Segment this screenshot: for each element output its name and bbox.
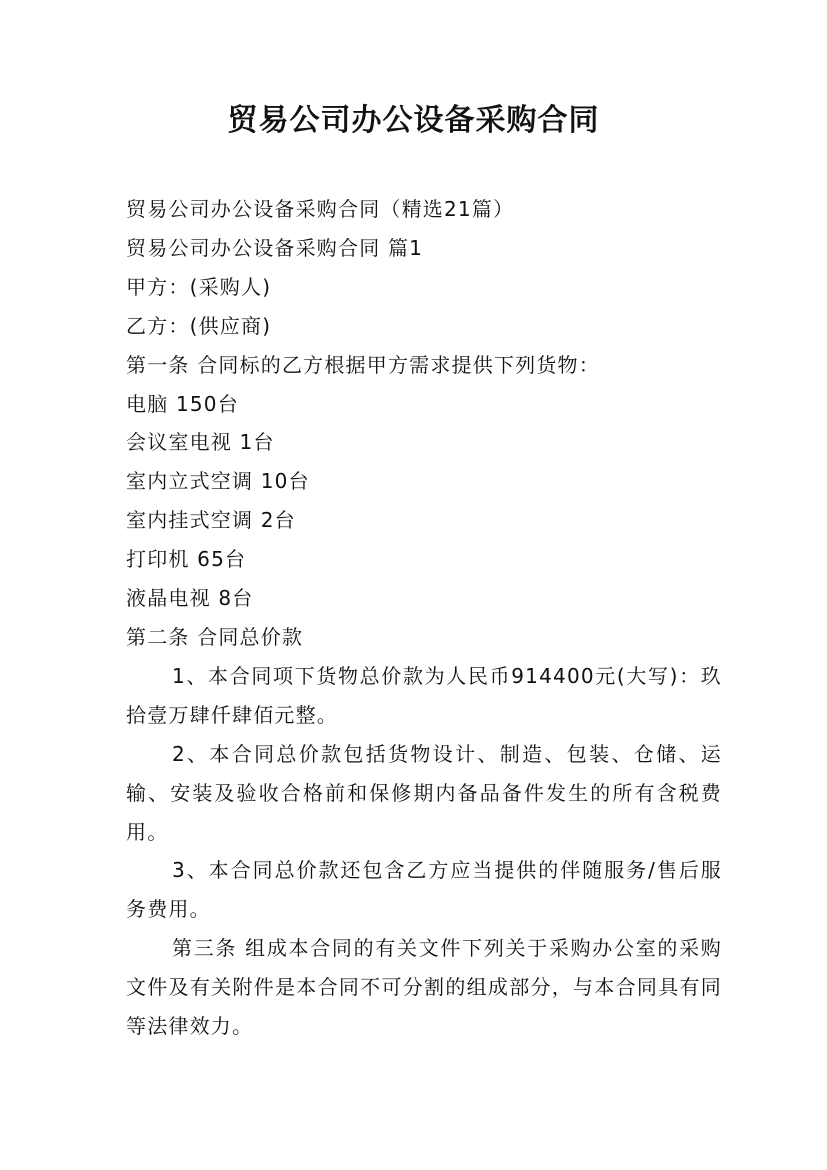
document-body <box>126 190 722 1046</box>
price-clause-1: 1、本合同项下货物总价款为人民币914400元(大写)：玖拾壹万肆仟肆佰元整。 <box>126 663 722 727</box>
goods-item-wall-ac: 室内挂式空调 2台 <box>126 508 296 533</box>
price-clause-3: 3、本合同总价款还包含乙方应当提供的伴随服务/售后服务费用。 <box>126 858 722 922</box>
price-clause-2: 2、本合同总价款包括货物设计、制造、包装、仓储、运输、安装及验收合格前和保修期内备品备件发生的所有含税费用。 <box>126 741 722 844</box>
article-one-line: 第一条 合同标的乙方根据甲方需求提供下列货物： <box>126 352 600 377</box>
party-b-line: 乙方：(供应商) <box>126 313 272 338</box>
goods-item-lcd-tv: 液晶电视 8台 <box>126 586 254 611</box>
subtitle-line: 贸易公司办公设备采购合同（精选21篇） <box>126 197 515 221</box>
goods-item-computer: 电脑 150台 <box>126 391 239 416</box>
document-title: 贸易公司办公设备采购合同 <box>227 103 600 138</box>
article-three-paragraph: 第三条 组成本合同的有关文件下列关于采购办公室的采购文件及有关附件是本合同不可分割的组成部分，与本合同具有同等法律效力。 <box>126 936 722 1039</box>
party-a-line: 甲方：(采购人) <box>126 274 272 299</box>
goods-item-printer: 打印机 65台 <box>126 547 247 572</box>
goods-item-floor-ac: 室内立式空调 10台 <box>126 469 310 494</box>
article-two-line: 第二条 合同总价款 <box>126 624 304 649</box>
section-heading: 贸易公司办公设备采购合同 篇1 <box>126 235 424 260</box>
goods-item-meeting-tv: 会议室电视 1台 <box>126 430 275 455</box>
